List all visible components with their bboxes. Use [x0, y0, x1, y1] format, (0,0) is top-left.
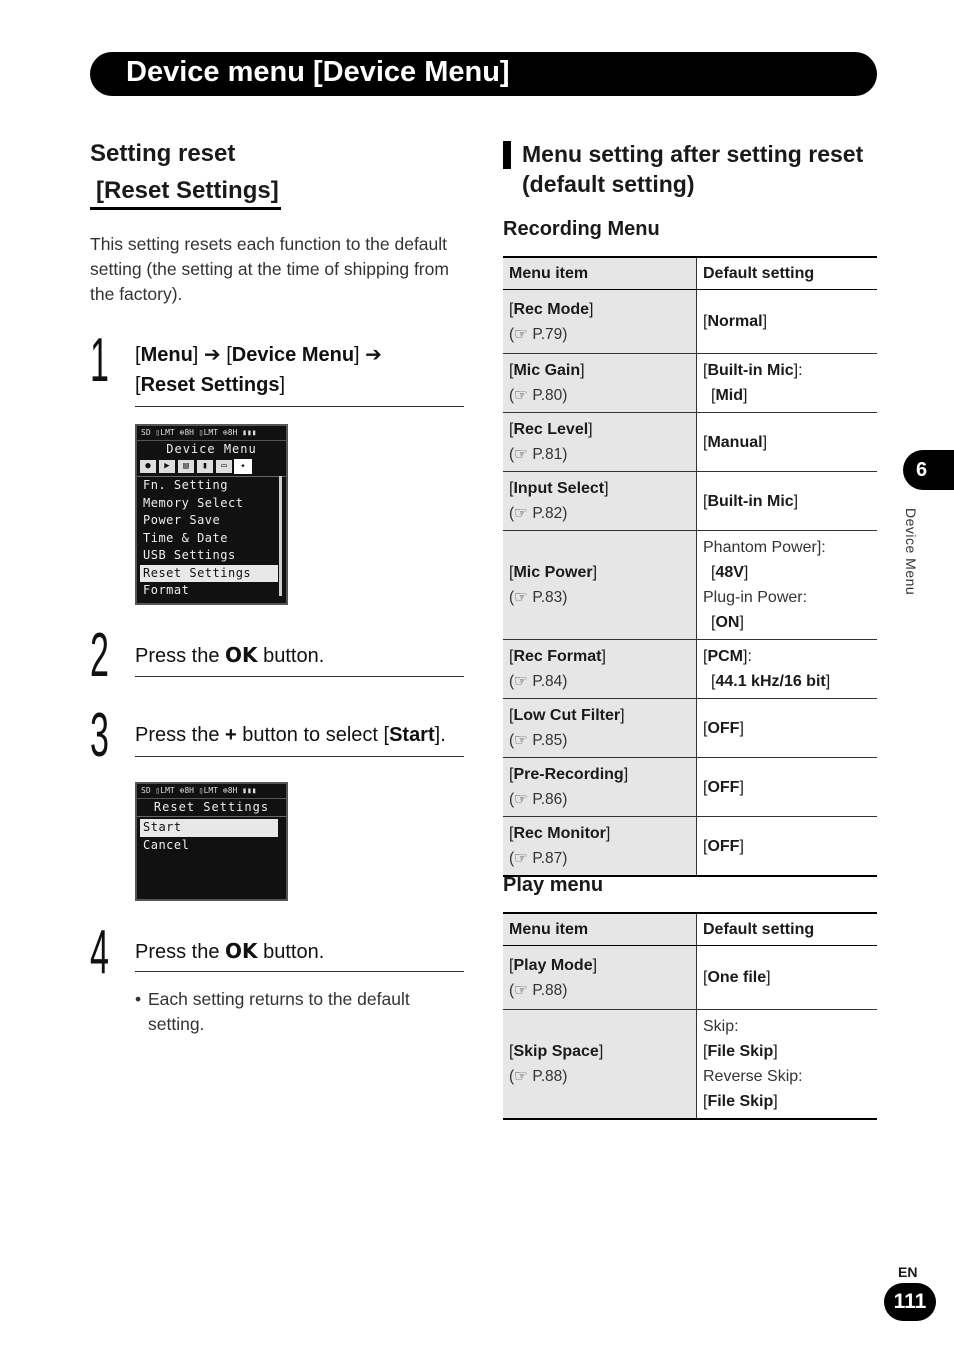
table-row [503, 1010, 877, 1120]
divider [135, 756, 464, 757]
page-reference: (☞ P.83) [509, 589, 568, 606]
divider [135, 676, 464, 677]
table-row [503, 413, 877, 472]
chapter-tab: 6 [903, 450, 954, 490]
language-code: EN [898, 1264, 918, 1280]
chapter-banner [90, 52, 877, 96]
setting-line: [Built-in Mic]: [703, 362, 803, 379]
table-row [503, 817, 877, 877]
menu-item-cell: [Play Mode] (☞ P.88) [503, 946, 697, 1010]
setting-value: Manual [707, 433, 763, 451]
setting-line: [Normal] [703, 313, 768, 330]
arrow: ] ➔ [ [192, 344, 232, 366]
setting-label: Reverse Skip: [703, 1068, 803, 1085]
step-number: 2 [90, 621, 109, 690]
page-number: 111 [884, 1283, 936, 1321]
step-text: ]. [434, 724, 446, 746]
page-reference: (☞ P.85) [509, 732, 568, 749]
default-setting-cell [697, 946, 878, 1010]
page-reference: (☞ P.87) [509, 850, 568, 867]
step-text: button. [257, 941, 325, 963]
setting-value: Mid [715, 387, 743, 404]
setting-line: [48V] [711, 564, 749, 581]
col-default-setting: Default setting [697, 913, 878, 946]
bracket: [ [135, 344, 141, 366]
step-2-text [135, 640, 324, 671]
bracket: ] [279, 374, 286, 396]
section-title-menu-name: [Reset Settings] [90, 177, 281, 210]
default-setting-cell [697, 1010, 878, 1120]
recording-menu-title: Recording Menu [503, 218, 660, 240]
menu-label: Menu [140, 344, 193, 366]
screen-menu-item: Power Save [143, 513, 221, 527]
setting-line: [One file] [703, 969, 771, 986]
mic-icon: ● [140, 460, 156, 473]
status-bar: SD ▯LMT ⊕8H ▯LMT ⊕8H ▮▮▮ [137, 426, 286, 441]
setting-line: [File Skip] [703, 1093, 778, 1110]
screen-menu-item: Fn. Setting [143, 478, 228, 492]
setting-value: PCM [707, 648, 744, 665]
col-default-setting: Default setting [697, 257, 878, 290]
setting-line [703, 1064, 871, 1089]
setting-value: File Skip [707, 1043, 774, 1060]
page-reference: (☞ P.84) [509, 673, 568, 690]
step-text: button to select [ [236, 724, 390, 746]
setting-line: [Manual] [703, 433, 768, 451]
page-ref-text: ☞ P.88 [514, 981, 563, 999]
setting-value: OFF [707, 778, 740, 796]
setting-value: OFF [707, 719, 740, 737]
menu-item-cell: [Mic Power] (☞ P.83) [503, 531, 697, 640]
menu-item-name: Mic Gain [513, 362, 581, 379]
step-number: 4 [90, 918, 109, 987]
menu-item-name: Rec Level [513, 421, 589, 438]
tuner-icon: ▮ [197, 460, 213, 473]
setting-value: One file [707, 969, 767, 986]
page-reference: (☞ P.88) [509, 981, 568, 999]
screen-menu-item: Format [143, 583, 190, 597]
device-screen-reset-settings [135, 782, 288, 901]
screen-menu-item: USB Settings [143, 548, 236, 562]
setting-line [703, 1014, 871, 1039]
note-bullet [135, 987, 455, 1037]
default-setting-cell [697, 413, 878, 472]
file-icon: ▤ [178, 460, 194, 473]
step-text: Press the [135, 941, 226, 963]
table-header [503, 913, 877, 946]
menu-item-cell: [Low Cut Filter] (☞ P.85) [503, 699, 697, 758]
menu-item-name: Rec Monitor [513, 825, 606, 842]
page-reference: (☞ P.80) [509, 387, 568, 404]
menu-item-cell: [Rec Mode] (☞ P.79) [503, 290, 697, 354]
menu-item-cell: [Pre-Recording] (☞ P.86) [503, 758, 697, 817]
default-setting-cell [697, 472, 878, 531]
setting-label: Plug-in Power: [703, 589, 808, 606]
play-menu-table [503, 912, 877, 1120]
setting-line: [OFF] [703, 778, 744, 796]
menu-item-name: Input Select [513, 480, 605, 497]
default-setting-cell [697, 640, 878, 699]
ok-button-glyph: OK [225, 939, 258, 963]
menu-item-name: Rec Format [513, 648, 602, 665]
ok-button-glyph: OK [225, 643, 258, 667]
setting-value: Built-in Mic [707, 362, 794, 379]
menu-item-cell: [Rec Level] (☞ P.81) [503, 413, 697, 472]
setting-line: [Mid] [711, 387, 748, 404]
display-icon: ▭ [216, 460, 232, 473]
setting-line: [OFF] [703, 837, 744, 855]
step-4-text [135, 936, 324, 967]
scrollbar [279, 476, 282, 596]
menu-item-cell: [Rec Monitor] (☞ P.87) [503, 817, 697, 877]
menu-item-name: Rec Mode [513, 300, 590, 318]
menu-item-cell: [Input Select] (☞ P.82) [503, 472, 697, 531]
setting-value: 44.1 kHz/16 bit [715, 673, 826, 690]
default-setting-cell [697, 354, 878, 413]
section-title-defaults: Menu setting after setting reset (default setting) [522, 141, 864, 197]
menu-tab-icons [137, 458, 286, 477]
device-screen-device-menu [135, 424, 288, 605]
page-reference: (☞ P.79) [509, 325, 568, 343]
setting-suffix: : [798, 362, 803, 379]
table-row [503, 640, 877, 699]
status-bar: SD ▯LMT ⊕8H ▯LMT ⊕8H ▮▮▮ [137, 784, 286, 799]
table-row [503, 354, 877, 413]
default-setting-cell [697, 758, 878, 817]
menu-list [137, 477, 286, 600]
page-ref-text: ☞ P.86 [514, 791, 563, 808]
menu-item-name: Low Cut Filter [513, 707, 621, 724]
table-row [503, 472, 877, 531]
screen-header: Device Menu [166, 442, 257, 456]
menu-item-name: Skip Space [513, 1043, 599, 1060]
page-ref-text: ☞ P.85 [514, 732, 563, 749]
menu-item-name: Play Mode [513, 956, 593, 974]
tools-icon: ✦ [235, 460, 251, 473]
setting-line [703, 585, 871, 610]
page-ref-text: ☞ P.80 [514, 387, 563, 404]
menu-item-cell: [Rec Format] (☞ P.84) [503, 640, 697, 699]
screen-menu-item: Time & Date [143, 530, 228, 545]
page-reference: (☞ P.81) [509, 446, 568, 463]
default-setting-cell [697, 817, 878, 877]
arrow: ] ➔ [354, 344, 382, 366]
setting-line [703, 535, 871, 560]
setting-line: [File Skip] [703, 1043, 778, 1060]
step-text: button. [257, 645, 325, 667]
table-row [503, 290, 877, 354]
setting-line: [OFF] [703, 719, 744, 737]
page-ref-text: ☞ P.79 [514, 325, 563, 343]
page-ref-text: ☞ P.81 [514, 446, 563, 463]
section-title: Setting reset [90, 140, 236, 167]
table-row [503, 531, 877, 640]
screen-menu-item: Memory Select [143, 495, 244, 510]
setting-suffix: : [747, 648, 752, 665]
step-3-text [135, 720, 446, 750]
page-ref-text: ☞ P.83 [514, 589, 563, 606]
step-text: Press the [135, 724, 226, 746]
play-menu-title: Play menu [503, 874, 604, 896]
table-row [503, 699, 877, 758]
setting-label: Skip: [703, 1018, 739, 1035]
step-1-text [135, 340, 465, 400]
section-marker [503, 141, 511, 169]
menu-item-cell: [Mic Gain] (☞ P.80) [503, 354, 697, 413]
menu-item-cell: [Skip Space] (☞ P.88) [503, 1010, 697, 1120]
page-reference: (☞ P.82) [509, 505, 568, 522]
setting-label: Phantom Power]: [703, 539, 826, 556]
page-ref-text: ☞ P.84 [514, 673, 563, 690]
table-row [503, 758, 877, 817]
col-menu-item: Menu item [503, 913, 697, 946]
setting-value: OFF [707, 837, 740, 855]
page-ref-text: ☞ P.88 [514, 1068, 563, 1085]
setting-value: Normal [707, 313, 763, 330]
col-menu-item: Menu item [503, 257, 697, 290]
screen-header: Reset Settings [137, 799, 286, 817]
screen-menu-item: Start [140, 819, 278, 837]
start-label: Start [389, 724, 435, 746]
recording-menu-table [503, 256, 877, 877]
page-reference: (☞ P.88) [509, 1068, 568, 1085]
setting-value: 48V [715, 564, 744, 581]
page-reference: (☞ P.86) [509, 791, 568, 808]
setting-value: ON [715, 614, 740, 631]
setting-value: File Skip [707, 1093, 774, 1110]
setting-value: Built-in Mic [707, 492, 794, 510]
setting-line: [Built-in Mic] [703, 492, 799, 510]
play-icon: ▶ [159, 460, 175, 473]
note-text: Each setting returns to the default setting. [148, 989, 410, 1034]
step-number: 3 [90, 701, 109, 770]
reset-settings-label: Reset Settings [140, 374, 280, 396]
chapter-label: Device Menu [903, 508, 919, 596]
page-ref-text: ☞ P.82 [514, 505, 563, 522]
menu-item-name: Pre-Recording [513, 766, 624, 783]
bullet-dot: • [135, 989, 142, 1009]
step-number: 1 [90, 326, 109, 395]
bracket: [ [135, 374, 141, 396]
plus-button-glyph: + [225, 724, 237, 746]
setting-line: [44.1 kHz/16 bit] [711, 673, 831, 690]
setting-line: [ON] [711, 614, 744, 631]
default-setting-cell [697, 531, 878, 640]
screen-menu-item: Cancel [143, 837, 190, 852]
device-menu-label: Device Menu [231, 344, 355, 366]
divider [135, 406, 464, 407]
divider [135, 971, 464, 972]
table-header [503, 257, 877, 290]
screen-menu-item: Reset Settings [140, 565, 278, 583]
setting-line: [PCM]: [703, 648, 752, 665]
default-setting-cell [697, 699, 878, 758]
step-text: Press the [135, 645, 226, 667]
intro-paragraph: This setting resets each function to the default setting (the setting at the time of shipping from the factory). [90, 234, 449, 304]
table-row [503, 946, 877, 1010]
menu-list [137, 817, 286, 854]
page-ref-text: ☞ P.87 [514, 850, 563, 867]
menu-item-name: Mic Power [513, 564, 593, 581]
default-setting-cell [697, 290, 878, 354]
page-title: Device menu [Device Menu] [126, 56, 510, 88]
